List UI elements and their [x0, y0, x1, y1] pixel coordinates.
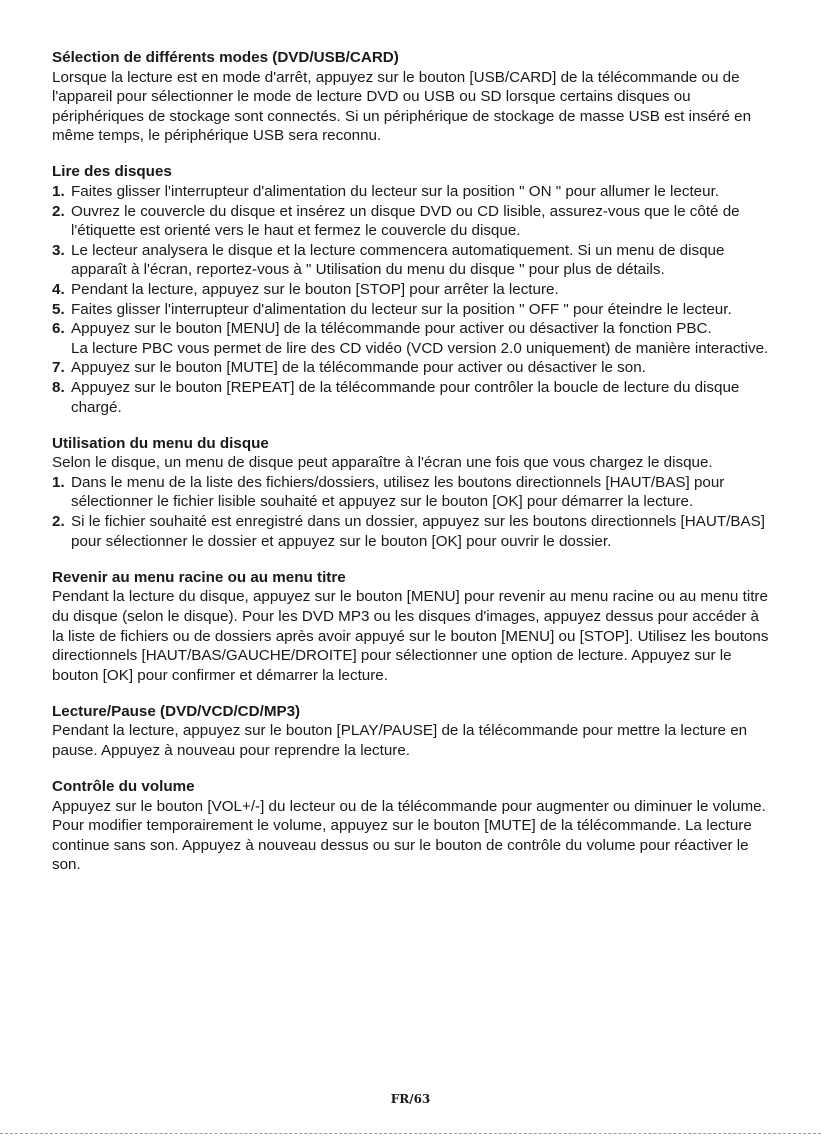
list-item [52, 358, 774, 378]
list-item [52, 241, 774, 280]
item-number: 7. [52, 359, 65, 377]
item-number: 8. [52, 379, 65, 396]
list-item [52, 512, 774, 551]
item-text: Faites glisser l'interrupteur d'alimentation du lecteur sur la position " ON " pour allumer le lecteur. [71, 183, 720, 201]
item-number: 5. [52, 300, 65, 318]
section-volume [52, 777, 774, 875]
section-paragraph: Pendant la lecture du disque, appuyez sur le bouton [MENU] pour revenir au menu racine ou au menu titre du disque (selon le disque). Pour les DVD MP3 ou les disques d'images, appuyez dessus pour accéder à la liste de fichiers ou de dossiers après avoir appuyé sur le bouton [MENU] ou [STOP]. Utilisez les boutons directionnels [HAUT/BAS/GAUCHE/DROITE] pour sélectionner une option de lecture. Appuyez sur le bouton [OK] pour confirmer et démarrer la lecture. [52, 588, 769, 684]
item-text: Appuyez sur le bouton [MUTE] de la télécommande pour activer ou désactiver le son. [71, 359, 646, 377]
item-note: La lecture PBC vous permet de lire des CD vidéo (VCD version 2.0 uniquement) de manière interactive. [71, 339, 769, 357]
list-item [52, 378, 774, 417]
manual-page [52, 48, 774, 892]
item-number: 4. [52, 281, 65, 299]
section-heading: Lecture/Pause (DVD/VCD/CD/MP3) [52, 702, 301, 720]
page-number: FR/63 [390, 1092, 431, 1106]
section-play-discs [52, 162, 774, 417]
item-text: Appuyez sur le bouton [MENU] de la télécommande pour activer ou désactiver la fonction PBC. [71, 320, 712, 338]
item-text: Appuyez sur le bouton [REPEAT] de la télécommande pour contrôler la boucle de lecture du disque chargé. [71, 379, 740, 416]
item-text: Ouvrez le couvercle du disque et insérez un disque DVD ou CD lisible, assurez-vous que le côté de l'étiquette est orienté vers le haut et fermez le couvercle du disque. [71, 202, 740, 240]
list-item [52, 473, 774, 512]
item-text: Pendant la lecture, appuyez sur le bouton [STOP] pour arrêter la lecture. [71, 281, 559, 299]
item-number: 1. [52, 183, 65, 201]
section-heading: Revenir au menu racine ou au menu titre [52, 568, 346, 586]
section-paragraph: Pendant la lecture, appuyez sur le bouton [PLAY/PAUSE] de la télécommande pour mettre la lecture en pause. Appuyez à nouveau pour reprendre la lecture. [52, 722, 748, 759]
item-text: Dans le menu de la liste des fichiers/dossiers, utilisez les boutons directionnels [HAUT/BAS] pour sélectionner le fichier lisible souhaité et appuyez sur le bouton [OK] pour démarrer la lecture. [71, 473, 725, 511]
list-item [52, 202, 774, 241]
section-heading: Utilisation du menu du disque [52, 434, 269, 452]
item-number: 2. [52, 202, 65, 220]
list-item [52, 280, 774, 300]
list-item [52, 300, 774, 320]
section-mode-selection [52, 48, 774, 146]
item-number: 6. [52, 320, 65, 338]
section-heading: Lire des disques [52, 163, 172, 181]
section-root-menu [52, 568, 774, 686]
item-text: Faites glisser l'interrupteur d'alimentation du lecteur sur la position " OFF " pour éteindre le lecteur. [71, 300, 732, 318]
item-number: 2. [52, 513, 65, 531]
section-play-pause [52, 702, 774, 761]
bottom-divider [0, 1133, 821, 1134]
section-paragraph: Lorsque la lecture est en mode d'arrêt, appuyez sur le bouton [USB/CARD] de la télécommande ou de l'appareil pour sélectionner le mode de lecture DVD ou USB ou SD lorsque certains disques ou périphériques de stockage sont connectés. Si un périphérique de stockage de masse USB est inséré en même temps, le périphérique USB sera reconnu. [52, 68, 752, 145]
item-number: 1. [52, 473, 65, 491]
section-paragraph: Appuyez sur le bouton [VOL+/-] du lecteur ou de la télécommande pour augmenter ou diminuer le volume. Pour modifier temporairement le volume, appuyez sur le bouton [MUTE] de la télécommande. La lecture continue sans son. Appuyez à nouveau dessus ou sur le bouton de contrôle du volume pour réactiver le son. [52, 797, 766, 874]
section-heading: Sélection de différents modes (DVD/USB/CARD) [52, 49, 399, 66]
list-item [52, 182, 774, 202]
item-text: Si le fichier souhaité est enregistré dans un dossier, appuyez sur les boutons directionnels [HAUT/BAS] pour sélectionner le dossier et appuyez sur le bouton [OK] pour ouvrir le dossier. [71, 513, 765, 550]
section-paragraph: Selon le disque, un menu de disque peut apparaître à l'écran une fois que vous chargez le disque. [52, 454, 713, 472]
item-number: 3. [52, 241, 65, 259]
item-text: Le lecteur analysera le disque et la lecture commencera automatiquement. Si un menu de disque apparaît à l'écran, reportez-vous à " Utilisation du menu du disque " pour plus de détails. [71, 241, 725, 279]
section-heading: Contrôle du volume [52, 778, 195, 796]
list-item [52, 319, 774, 358]
section-disc-menu [52, 434, 774, 552]
